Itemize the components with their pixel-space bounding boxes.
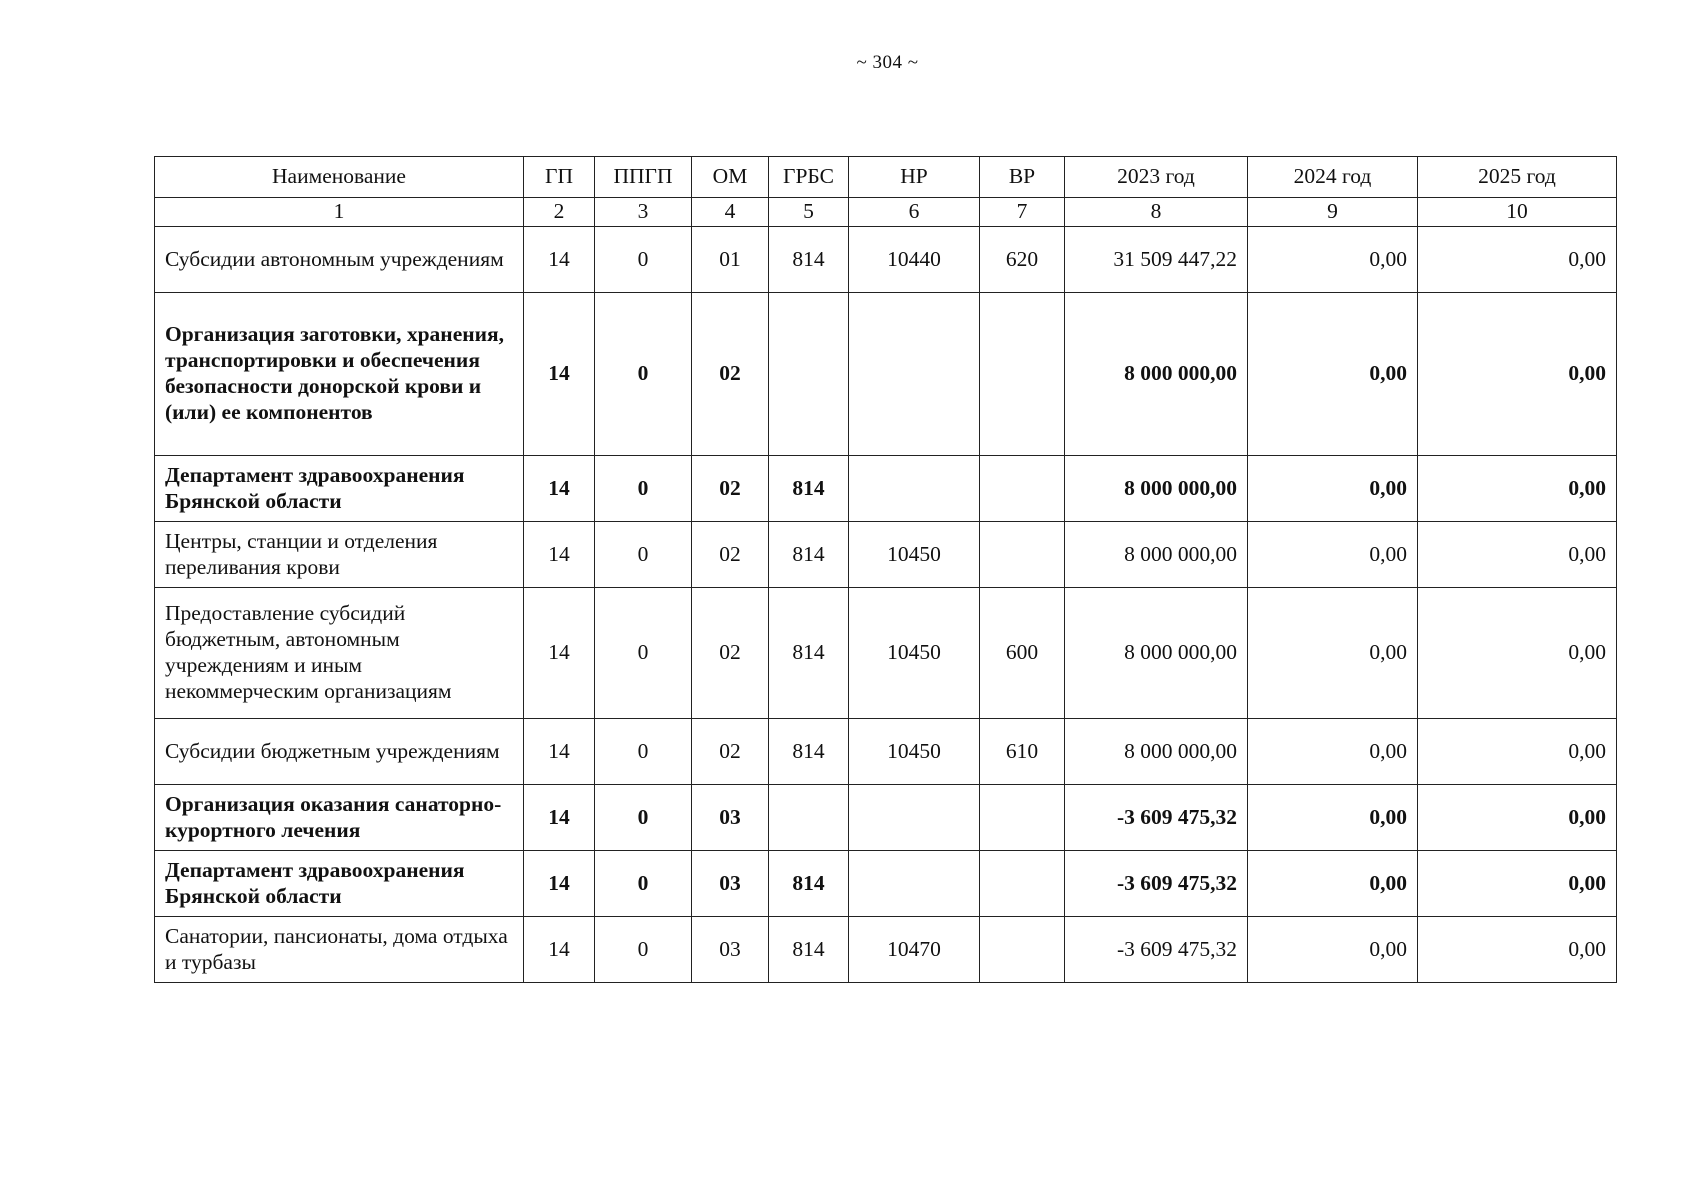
row-om: 03 bbox=[692, 785, 769, 851]
table-row bbox=[155, 785, 1617, 851]
header-ppgp: ППГП bbox=[595, 157, 692, 198]
row-name: Предоставление субсидий бюджетным, автономным учреждениям и иным некоммерческим организациям bbox=[155, 588, 524, 719]
column-number: 7 bbox=[980, 198, 1065, 227]
page-number: ~ 304 ~ bbox=[856, 52, 919, 73]
row-grbs bbox=[769, 293, 849, 456]
row-gp: 14 bbox=[524, 456, 595, 522]
row-nr: 10450 bbox=[849, 588, 980, 719]
row-nr bbox=[849, 785, 980, 851]
row-name: Департамент здравоохранения Брянской области bbox=[155, 456, 524, 522]
row-amount-2024: 0,00 bbox=[1248, 227, 1418, 293]
row-ppgp: 0 bbox=[595, 522, 692, 588]
row-amount-2023: 8 000 000,00 bbox=[1065, 456, 1248, 522]
row-amount-2025: 0,00 bbox=[1418, 719, 1617, 785]
row-om: 02 bbox=[692, 456, 769, 522]
row-name: Департамент здравоохранения Брянской области bbox=[155, 851, 524, 917]
header-vr: ВР bbox=[980, 157, 1065, 198]
row-gp: 14 bbox=[524, 851, 595, 917]
row-grbs: 814 bbox=[769, 851, 849, 917]
header-2024: 2024 год bbox=[1248, 157, 1418, 198]
row-name: Организация оказания санаторно-курортного лечения bbox=[155, 785, 524, 851]
row-vr bbox=[980, 522, 1065, 588]
header-2025: 2025 год bbox=[1418, 157, 1617, 198]
row-amount-2024: 0,00 bbox=[1248, 588, 1418, 719]
row-gp: 14 bbox=[524, 785, 595, 851]
column-number: 1 bbox=[155, 198, 524, 227]
row-ppgp: 0 bbox=[595, 588, 692, 719]
row-vr bbox=[980, 785, 1065, 851]
row-amount-2025: 0,00 bbox=[1418, 293, 1617, 456]
row-gp: 14 bbox=[524, 917, 595, 983]
row-ppgp: 0 bbox=[595, 227, 692, 293]
row-name: Организация заготовки, хранения, транспортировки и обеспечения безопасности донорской крови и (или) ее компонентов bbox=[155, 293, 524, 456]
row-vr: 620 bbox=[980, 227, 1065, 293]
row-vr: 610 bbox=[980, 719, 1065, 785]
row-amount-2025: 0,00 bbox=[1418, 522, 1617, 588]
row-amount-2023: 8 000 000,00 bbox=[1065, 719, 1248, 785]
header-2023: 2023 год bbox=[1065, 157, 1248, 198]
row-grbs: 814 bbox=[769, 456, 849, 522]
row-nr: 10450 bbox=[849, 719, 980, 785]
column-numbers-row bbox=[155, 198, 1617, 227]
header-gp: ГП bbox=[524, 157, 595, 198]
row-om: 02 bbox=[692, 588, 769, 719]
column-number: 6 bbox=[849, 198, 980, 227]
row-grbs: 814 bbox=[769, 227, 849, 293]
row-grbs: 814 bbox=[769, 522, 849, 588]
row-name: Субсидии бюджетным учреждениям bbox=[155, 719, 524, 785]
table-row bbox=[155, 293, 1617, 456]
row-amount-2024: 0,00 bbox=[1248, 917, 1418, 983]
row-nr: 10440 bbox=[849, 227, 980, 293]
row-vr: 600 bbox=[980, 588, 1065, 719]
column-number: 3 bbox=[595, 198, 692, 227]
row-nr: 10470 bbox=[849, 917, 980, 983]
row-amount-2023: 31 509 447,22 bbox=[1065, 227, 1248, 293]
row-amount-2023: -3 609 475,32 bbox=[1065, 917, 1248, 983]
row-gp: 14 bbox=[524, 522, 595, 588]
row-gp: 14 bbox=[524, 293, 595, 456]
row-gp: 14 bbox=[524, 719, 595, 785]
table-row bbox=[155, 917, 1617, 983]
header-grbs: ГРБС bbox=[769, 157, 849, 198]
row-amount-2024: 0,00 bbox=[1248, 456, 1418, 522]
row-name: Субсидии автономным учреждениям bbox=[155, 227, 524, 293]
row-amount-2025: 0,00 bbox=[1418, 588, 1617, 719]
row-amount-2024: 0,00 bbox=[1248, 719, 1418, 785]
table-row bbox=[155, 588, 1617, 719]
row-om: 01 bbox=[692, 227, 769, 293]
row-vr bbox=[980, 917, 1065, 983]
row-name: Санатории, пансионаты, дома отдыха и турбазы bbox=[155, 917, 524, 983]
row-ppgp: 0 bbox=[595, 456, 692, 522]
column-number: 8 bbox=[1065, 198, 1248, 227]
column-number: 5 bbox=[769, 198, 849, 227]
row-amount-2024: 0,00 bbox=[1248, 293, 1418, 456]
row-vr bbox=[980, 851, 1065, 917]
row-amount-2025: 0,00 bbox=[1418, 851, 1617, 917]
row-om: 02 bbox=[692, 719, 769, 785]
row-amount-2025: 0,00 bbox=[1418, 456, 1617, 522]
row-amount-2024: 0,00 bbox=[1248, 522, 1418, 588]
row-om: 03 bbox=[692, 917, 769, 983]
table-row bbox=[155, 227, 1617, 293]
row-amount-2023: 8 000 000,00 bbox=[1065, 588, 1248, 719]
row-amount-2025: 0,00 bbox=[1418, 917, 1617, 983]
table-row bbox=[155, 851, 1617, 917]
row-grbs: 814 bbox=[769, 917, 849, 983]
column-number: 4 bbox=[692, 198, 769, 227]
row-om: 03 bbox=[692, 851, 769, 917]
row-name: Центры, станции и отделения переливания крови bbox=[155, 522, 524, 588]
column-number: 10 bbox=[1418, 198, 1617, 227]
row-amount-2024: 0,00 bbox=[1248, 785, 1418, 851]
header-nr: НР bbox=[849, 157, 980, 198]
row-grbs: 814 bbox=[769, 719, 849, 785]
row-nr bbox=[849, 456, 980, 522]
row-gp: 14 bbox=[524, 588, 595, 719]
table-row bbox=[155, 522, 1617, 588]
row-ppgp: 0 bbox=[595, 917, 692, 983]
column-number: 2 bbox=[524, 198, 595, 227]
row-grbs bbox=[769, 785, 849, 851]
budget-table bbox=[154, 156, 1617, 983]
row-ppgp: 0 bbox=[595, 785, 692, 851]
row-gp: 14 bbox=[524, 227, 595, 293]
header-name: Наименование bbox=[155, 157, 524, 198]
row-ppgp: 0 bbox=[595, 293, 692, 456]
row-amount-2025: 0,00 bbox=[1418, 785, 1617, 851]
row-ppgp: 0 bbox=[595, 719, 692, 785]
row-amount-2023: -3 609 475,32 bbox=[1065, 851, 1248, 917]
row-nr bbox=[849, 851, 980, 917]
row-amount-2023: 8 000 000,00 bbox=[1065, 522, 1248, 588]
table-row bbox=[155, 719, 1617, 785]
column-number: 9 bbox=[1248, 198, 1418, 227]
row-amount-2024: 0,00 bbox=[1248, 851, 1418, 917]
row-ppgp: 0 bbox=[595, 851, 692, 917]
header-om: ОМ bbox=[692, 157, 769, 198]
row-vr bbox=[980, 456, 1065, 522]
row-nr: 10450 bbox=[849, 522, 980, 588]
row-amount-2023: 8 000 000,00 bbox=[1065, 293, 1248, 456]
row-grbs: 814 bbox=[769, 588, 849, 719]
row-om: 02 bbox=[692, 522, 769, 588]
row-nr bbox=[849, 293, 980, 456]
row-amount-2025: 0,00 bbox=[1418, 227, 1617, 293]
row-amount-2023: -3 609 475,32 bbox=[1065, 785, 1248, 851]
table-row bbox=[155, 456, 1617, 522]
row-om: 02 bbox=[692, 293, 769, 456]
row-vr bbox=[980, 293, 1065, 456]
table-header-row bbox=[155, 157, 1617, 198]
